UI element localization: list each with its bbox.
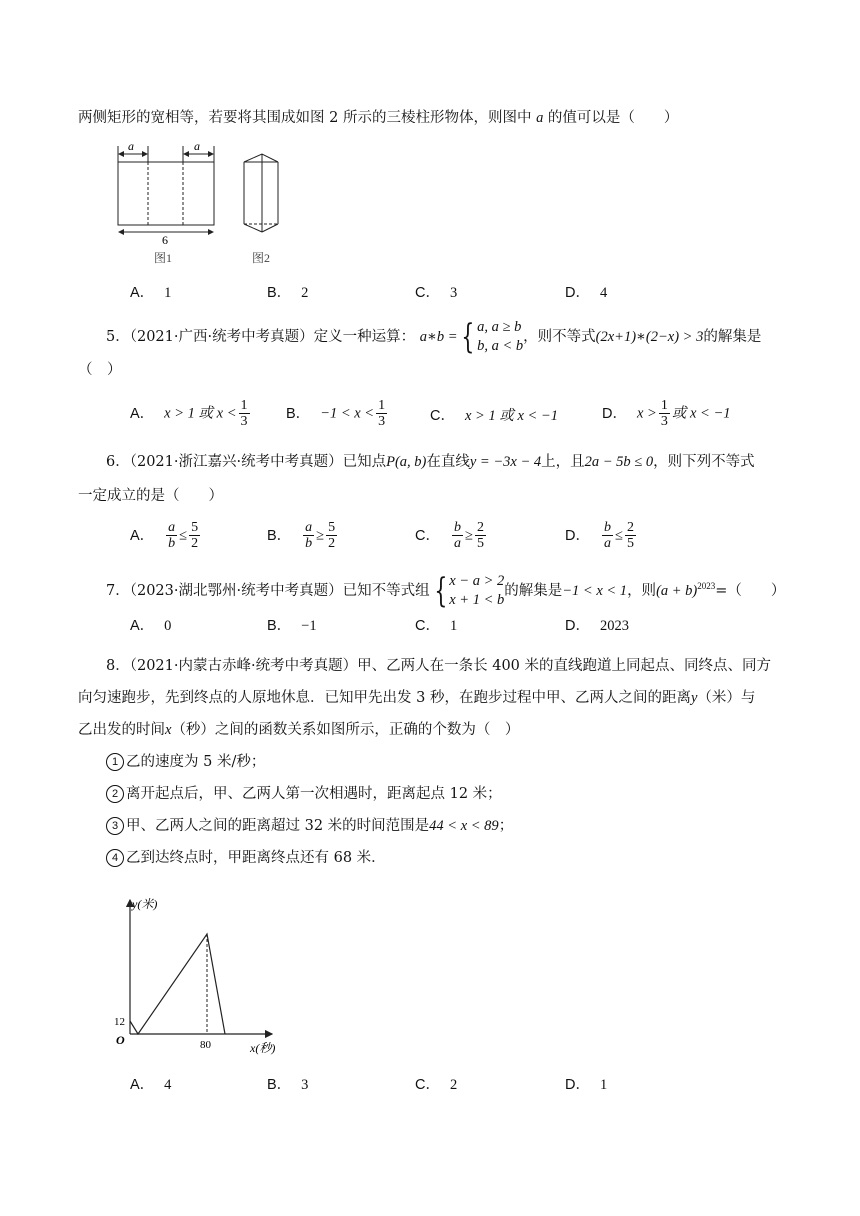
q5-option-b[interactable]: B． −1 < x < $\frac{1}{3}$ — [286, 398, 386, 429]
q7-option-d[interactable]: D． 2023 — [565, 618, 629, 634]
q8-option-d[interactable]: D． 1 — [565, 1077, 608, 1093]
fig2-caption: 图2 — [252, 251, 271, 265]
graph-origin: O — [116, 1033, 125, 1047]
q4-figure-2 — [238, 152, 298, 268]
q8-statement-4: 4 乙到达终点时，甲距离终点还有 68 米． — [106, 848, 386, 868]
q8-graph — [110, 892, 290, 1062]
q4-option-a[interactable]: A． 1 — [130, 285, 172, 301]
q7-option-c[interactable]: C． 1 — [415, 618, 458, 634]
q6-option-a[interactable]: A． $\frac{a}{b}$ ≤ $\frac{5}{2}$ — [130, 520, 199, 551]
q7-option-a[interactable]: A． 0 — [130, 618, 172, 634]
fig1-width: 6 — [162, 233, 168, 247]
q7-stem: 7．（2023·湖北鄂州·统考中考真题）已知不等式组 { x − a > 2 x + 1 < b的解集是−1 < x < 1，则$(a + b)^{2023}=$（ ） — [106, 571, 786, 611]
q4-option-d[interactable]: D． 4 — [565, 285, 608, 301]
q5-paren: （ ） — [78, 362, 122, 378]
q8-option-c[interactable]: C． 2 — [415, 1077, 458, 1093]
graph-y-label: y(米) — [132, 897, 158, 911]
q8-stem-3: 乙出发的时间x（秒）之间的函数关系如图所示，正确的个数为（ ） — [78, 722, 520, 738]
fig1-a-right: a — [194, 139, 200, 153]
q6-option-c[interactable]: C． $\frac{b}{a}$ ≥ $\frac{2}{5}$ — [415, 520, 484, 551]
graph-y-tick: 12 — [114, 1016, 125, 1028]
graph-x-tick: 80 — [200, 1039, 211, 1051]
q8-option-a[interactable]: A． 4 — [130, 1077, 172, 1093]
q7-option-b[interactable]: B． −1 — [267, 618, 317, 634]
q8-option-b[interactable]: B． 3 — [267, 1077, 309, 1093]
q5-stem: 5．（2021·广西·统考中考真题）定义一种运算： a∗b = { a, a ≥ b b, a < b，则不等式(2x+1)∗(2−x) > 3的解集是 — [106, 317, 762, 357]
q8-stem-1: 8．（2021·内蒙古赤峰·统考中考真题）甲、乙两人在一条长 400 米的直线跑道上同起点、同终点、同方 — [106, 658, 772, 674]
graph-x-label: x(秒) — [250, 1041, 276, 1055]
fig1-caption: 图1 — [154, 251, 173, 265]
q8-statement-2: 2 离开起点后，甲、乙两人第一次相遇时，距离起点 12 米； — [106, 784, 502, 804]
q6-option-d[interactable]: D． $\frac{b}{a}$ ≤ $\frac{2}{5}$ — [565, 520, 634, 551]
q6-option-b[interactable]: B． $\frac{a}{b}$ ≥ $\frac{5}{2}$ — [267, 520, 336, 551]
q4-option-b[interactable]: B． 2 — [267, 285, 309, 301]
q4-stem: 两侧矩形的宽相等，若要将其围成如图 2 所示的三棱柱形物体，则图中 a 的值可以是（ ） — [78, 110, 679, 126]
q4-figure-1 — [110, 138, 230, 268]
q4-option-c[interactable]: C． 3 — [415, 285, 458, 301]
q8-statement-1: 1 乙的速度为 5 米/秒； — [106, 752, 265, 772]
q8-statement-3: 3 甲、乙两人之间的距离超过 32 米的时间范围是44 < x < 89； — [106, 816, 513, 836]
q6-stem-cont: 一定成立的是（ ） — [78, 488, 223, 504]
q5-option-a[interactable]: A． x > 1 或 x < $\frac{1}{3}$ — [130, 398, 248, 429]
q5-option-d[interactable]: D． x > $\frac{1}{3}$ 或 x < −1 — [602, 398, 731, 429]
fig1-a-left: a — [128, 139, 134, 153]
q5-option-c[interactable]: C． x > 1 或 x < −1 — [430, 408, 558, 424]
q6-stem: 6．（2021·浙江嘉兴·统考中考真题）已知点P(a, b)在直线y = −3x − 4上，且2a − 5b ≤ 0，则下列不等式 — [106, 454, 755, 470]
q8-stem-2: 向匀速跑步，先到终点的人原地休息．已知甲先出发 3 秒，在跑步过程中甲、乙两人之间的距离y（米）与 — [78, 690, 756, 706]
